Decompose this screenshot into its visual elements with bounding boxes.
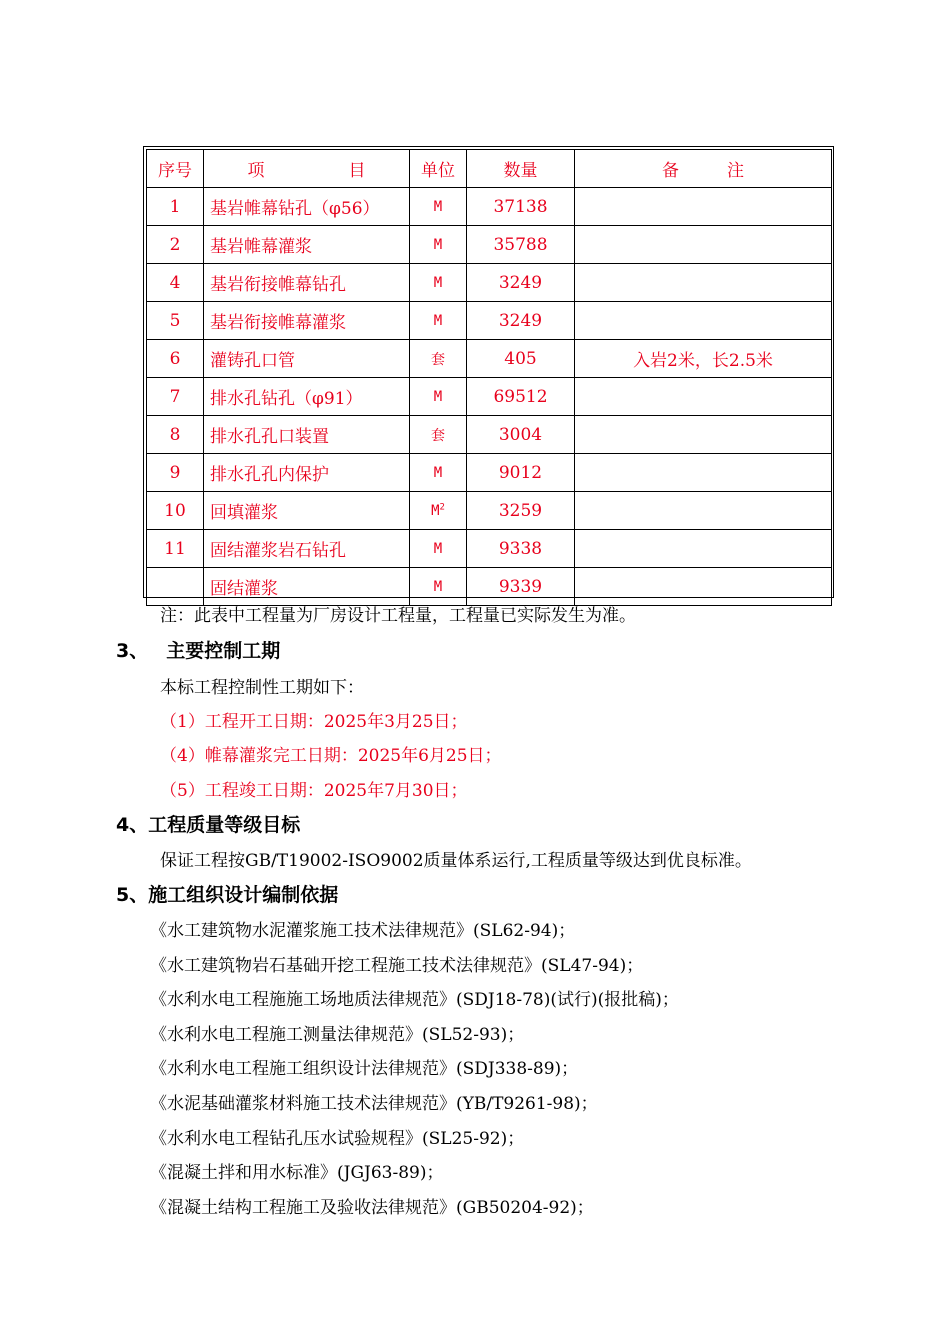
cell-no [147, 416, 204, 454]
cell-unit-text: M [433, 388, 443, 405]
cell-qty-text: 9012 [498, 462, 543, 483]
cell-unit [410, 530, 467, 568]
table-note: 注：此表中工程量为厂房设计工程量，工程量已实际发生为准。 [160, 606, 636, 626]
cell-unit [410, 454, 467, 492]
schedule-item: （5）工程竣工日期：2025年7月30日； [160, 781, 468, 801]
cell-qty-text: 35788 [493, 234, 548, 255]
cell-qty [467, 416, 575, 454]
cell-no [147, 492, 204, 530]
cell-no-text: 11 [164, 538, 186, 559]
cell-qty-text: 9338 [498, 538, 543, 559]
cell-item [204, 492, 410, 530]
cell-no-text: 6 [169, 348, 181, 369]
cell-item-text: 固结灌浆 [210, 579, 278, 599]
cell-qty-text: 3249 [498, 310, 543, 331]
cell-item [204, 226, 410, 264]
section-5-title: 施工组织设计编制依据 [148, 884, 339, 906]
cell-remark [575, 340, 832, 378]
cell-qty [467, 454, 575, 492]
cell-item-text: 排水孔孔口装置 [210, 427, 329, 447]
table-row [147, 530, 832, 568]
header-remark-b: 注 [727, 161, 744, 181]
cell-item [204, 568, 410, 606]
reference-item: 《水利水电工程施工组织设计法律规范》(SDJ338-89)； [150, 1059, 579, 1079]
cell-item [204, 530, 410, 568]
cell-no [147, 568, 204, 606]
cell-remark [575, 492, 832, 530]
cell-item-text: 排水孔钻孔（φ91） [210, 389, 363, 409]
cell-item [204, 416, 410, 454]
reference-item: 《水利水电工程钻孔压水试验规程》(SL25-92)； [150, 1129, 525, 1149]
cell-no [147, 530, 204, 568]
quantity-table [146, 149, 832, 606]
cell-no [147, 378, 204, 416]
cell-qty [467, 530, 575, 568]
cell-item-text: 基岩帷幕钻孔（φ56） [210, 199, 380, 219]
cell-unit-text: M [433, 540, 443, 557]
cell-qty-text: 69512 [493, 386, 548, 407]
cell-no-text: 9 [169, 462, 181, 483]
cell-unit [410, 302, 467, 340]
header-item-b: 目 [348, 161, 366, 181]
cell-no-text: 7 [169, 386, 181, 407]
cell-qty [467, 226, 575, 264]
reference-item: 《混凝土结构工程施工及验收法律规范》(GB50204-92)； [150, 1198, 594, 1218]
reference-item: 《混凝土拌和用水标准》(JGJ63-89)； [150, 1163, 444, 1183]
cell-unit-text: M [433, 274, 443, 291]
cell-item-text: 回填灌浆 [210, 503, 278, 523]
reference-item: 《水泥基础灌浆材料施工技术法律规范》(YB/T9261-98)； [150, 1094, 598, 1114]
cell-item [204, 264, 410, 302]
table-row [147, 492, 832, 530]
cell-remark [575, 416, 832, 454]
cell-no [147, 454, 204, 492]
cell-item-text: 灌铸孔口管 [210, 351, 295, 371]
cell-qty-text: 3004 [498, 424, 543, 445]
cell-unit [410, 378, 467, 416]
cell-no [147, 264, 204, 302]
cell-no-text: 8 [169, 424, 181, 445]
cell-unit [410, 188, 467, 226]
cell-qty-text: 9339 [498, 576, 543, 597]
cell-unit-text: M [433, 198, 443, 215]
schedule-item: （4）帷幕灌浆完工日期：2025年6月25日； [160, 746, 502, 766]
header-remark [575, 150, 832, 188]
table-row [147, 454, 832, 492]
cell-remark [575, 302, 832, 340]
cell-qty-text: 37138 [493, 196, 548, 217]
cell-remark [575, 226, 832, 264]
section-3-heading [116, 636, 280, 663]
cell-unit [410, 264, 467, 302]
cell-remark [575, 264, 832, 302]
cell-qty [467, 340, 575, 378]
table-header-row [147, 150, 832, 188]
section-4-heading [116, 810, 300, 837]
reference-item: 《水利水电工程施工测量法律规范》(SL52-93)； [150, 1025, 525, 1045]
cell-no-text: 5 [169, 310, 181, 331]
section-4-body: 保证工程按GB/T19002-ISO9002质量体系运行,工程质量等级达到优良标准。 [160, 851, 752, 871]
cell-item [204, 188, 410, 226]
cell-no [147, 302, 204, 340]
table-row [147, 568, 832, 606]
cell-no-text: 2 [169, 234, 181, 255]
cell-item [204, 378, 410, 416]
schedule-item: （1）工程开工日期：2025年3月25日； [160, 712, 468, 732]
cell-qty [467, 188, 575, 226]
header-item-a: 项 [247, 161, 265, 181]
cell-remark [575, 530, 832, 568]
table-row [147, 226, 832, 264]
reference-item: 《水工建筑物岩石基础开挖工程施工技术法律规范》(SL47-94)； [150, 956, 644, 976]
cell-unit [410, 416, 467, 454]
cell-unit-text: M [433, 464, 443, 481]
cell-unit [410, 568, 467, 606]
cell-item-text: 固结灌浆岩石钻孔 [210, 541, 346, 561]
cell-no [147, 340, 204, 378]
cell-unit [410, 340, 467, 378]
cell-item-text: 基岩衔接帷幕灌浆 [210, 313, 346, 333]
cell-no [147, 188, 204, 226]
section-5-number: 5、 [116, 884, 149, 906]
cell-qty [467, 568, 575, 606]
cell-unit [410, 492, 467, 530]
cell-remark [575, 568, 832, 606]
header-remark-a: 备 [662, 161, 679, 181]
table-row [147, 340, 832, 378]
cell-qty [467, 492, 575, 530]
header-qty: 数量 [467, 150, 575, 188]
cell-item [204, 340, 410, 378]
cell-item [204, 302, 410, 340]
cell-item-text: 排水孔孔内保护 [210, 465, 329, 485]
cell-unit-text: 套 [431, 351, 445, 368]
cell-item-text: 基岩衔接帷幕钻孔 [210, 275, 346, 295]
cell-qty [467, 302, 575, 340]
cell-remark [575, 454, 832, 492]
reference-item: 《水工建筑物水泥灌浆施工技术法律规范》(SL62-94)； [150, 921, 576, 941]
cell-unit [410, 226, 467, 264]
table-row [147, 416, 832, 454]
section-3-number: 3、 [116, 640, 149, 662]
cell-qty [467, 264, 575, 302]
cell-no [147, 226, 204, 264]
section-5-heading [116, 880, 338, 907]
section-4-number: 4、 [116, 814, 149, 836]
table-row [147, 188, 832, 226]
cell-remark [575, 188, 832, 226]
section-3-title: 主要控制工期 [166, 640, 281, 662]
reference-item: 《水利水电工程施施工场地质法律规范》(SDJ18-78)(试行)(报批稿)； [150, 990, 679, 1010]
section-3-intro: 本标工程控制性工期如下： [160, 678, 364, 698]
cell-remark-text: 入岩2米，长2.5米 [633, 351, 773, 371]
cell-no-text: 10 [164, 500, 186, 521]
cell-unit-text: M [433, 578, 443, 595]
cell-unit-text: M [433, 236, 443, 253]
table-row [147, 378, 832, 416]
unit-superscript: 2 [439, 501, 445, 512]
cell-unit-text: 套 [431, 427, 445, 444]
cell-item-text: 基岩帷幕灌浆 [210, 237, 312, 257]
header-unit: 单位 [410, 150, 467, 188]
cell-qty-text: 3259 [498, 500, 543, 521]
table-row [147, 264, 832, 302]
cell-unit-text: M [431, 502, 440, 519]
cell-qty [467, 378, 575, 416]
cell-no-text: 1 [169, 196, 181, 217]
quantity-table-frame [143, 146, 834, 598]
cell-no-text: 4 [169, 272, 181, 293]
header-item [204, 150, 410, 188]
cell-remark [575, 378, 832, 416]
header-no: 序号 [147, 150, 204, 188]
cell-item [204, 454, 410, 492]
cell-qty-text: 3249 [498, 272, 543, 293]
section-4-title: 工程质量等级目标 [148, 814, 301, 836]
cell-qty-text: 405 [504, 348, 537, 369]
cell-unit-text: M [433, 312, 443, 329]
table-row [147, 302, 832, 340]
